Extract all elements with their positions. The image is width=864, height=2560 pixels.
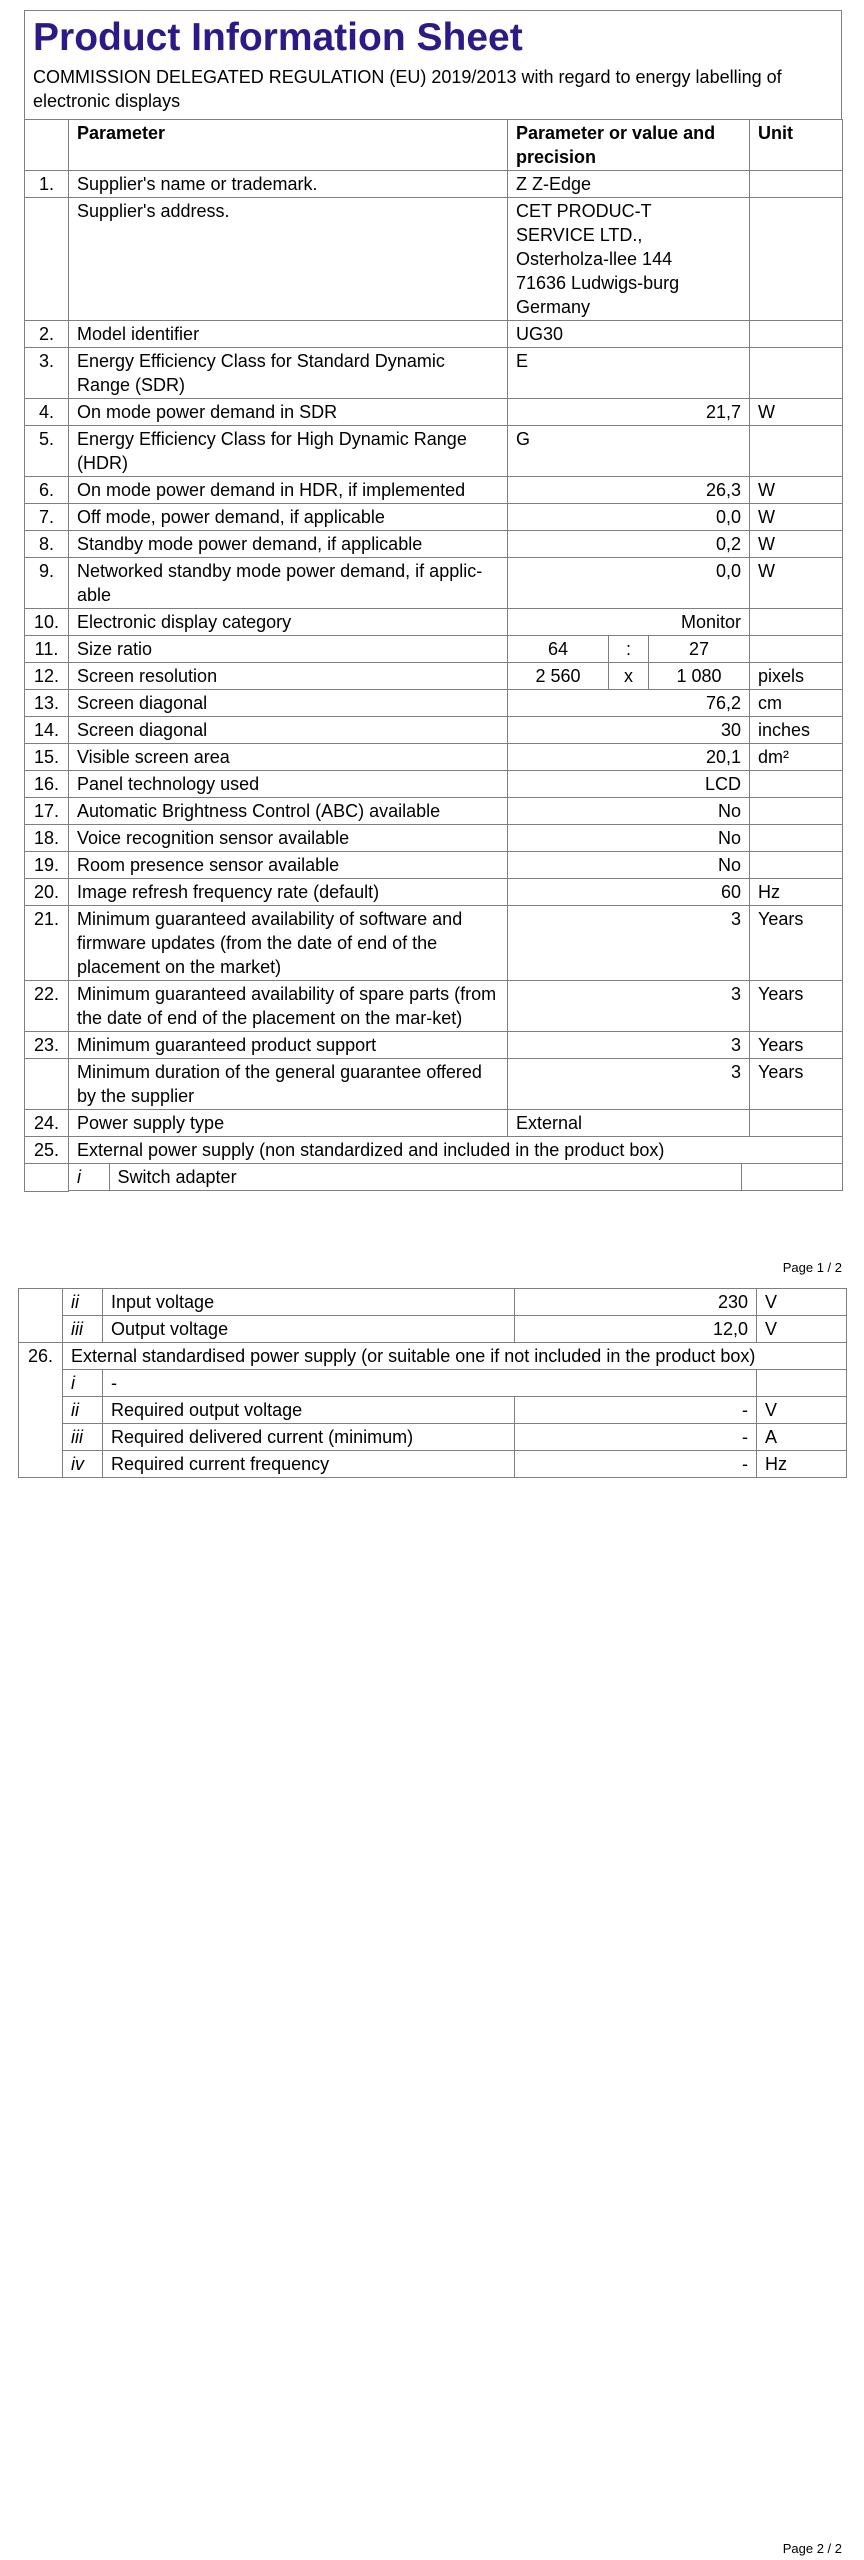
table-row: 10. Electronic display category Monitor [25, 609, 843, 636]
page-1 [24, 10, 842, 1192]
table-row: 2. Model identifier UG30 [25, 321, 843, 348]
table-header-row [25, 120, 843, 171]
table-row: 5. Energy Efficiency Class for High Dynamic Range (HDR) G [25, 426, 843, 477]
table-row: 26. External standardised power supply (or suitable one if not included in the product box) [19, 1343, 847, 1370]
table-row: 18. Voice recognition sensor available No [25, 825, 843, 852]
table-row: 17. Automatic Brightness Control (ABC) available No [25, 798, 843, 825]
product-info-table [24, 119, 843, 1192]
table-row: 13. Screen diagonal 76,2 cm [25, 690, 843, 717]
table-row: iii Output voltage 12,0 V [19, 1316, 847, 1343]
table-row: 4. On mode power demand in SDR 21,7 W [25, 399, 843, 426]
page-number: Page 2 / 2 [782, 2541, 842, 2556]
table-row: ii Input voltage 230 V [19, 1289, 847, 1316]
page-title: Product Information Sheet [33, 16, 523, 59]
table-row: 19. Room presence sensor available No [25, 852, 843, 879]
sheet-header [24, 10, 842, 119]
table-row: 23. Minimum guaranteed product support 3 Years [25, 1032, 843, 1059]
table-row: 8. Standby mode power demand, if applicable 0,2 W [25, 531, 843, 558]
table-row: 25. External power supply (non standardized and included in the product box) [25, 1137, 843, 1164]
table-row: 22. Minimum guaranteed availability of spare parts (from the date of end of the placement on the mar-ket) 3 Years [25, 981, 843, 1032]
table-row: iii Required delivered current (minimum) - A [19, 1424, 847, 1451]
table-row: 6. On mode power demand in HDR, if implemented 26,3 W [25, 477, 843, 504]
product-info-table-continued [18, 1288, 847, 1478]
column-header-value: Parameter or value and precision [508, 120, 750, 171]
table-row: 3. Energy Efficiency Class for Standard Dynamic Range (SDR) E [25, 348, 843, 399]
table-row: iv Required current frequency - Hz [19, 1451, 847, 1478]
table-row: 9. Networked standby mode power demand, if applic-able 0,0 W [25, 558, 843, 609]
table-row: i - [19, 1370, 847, 1397]
table-row: 1. Supplier's name or trademark. Z Z-Edge [25, 171, 843, 198]
table-row: 21. Minimum guaranteed availability of software and firmware updates (from the date of end of the placement on the market) 3 Years [25, 906, 843, 981]
regulation-subtitle: COMMISSION DELEGATED REGULATION (EU) 2019/2013 with regard to energy labelling of electronic displays [33, 67, 782, 111]
table-row: 7. Off mode, power demand, if applicable 0,0 W [25, 504, 843, 531]
table-row: 16. Panel technology used LCD [25, 771, 843, 798]
supplier-address: CET PRODUC-T SERVICE LTD., Osterholza-llee 144 71636 Ludwigs-burg Germany [508, 198, 750, 321]
column-header-unit: Unit [750, 120, 843, 171]
table-row: 24. Power supply type External [25, 1110, 843, 1137]
table-row: 15. Visible screen area 20,1 dm² [25, 744, 843, 771]
column-header-parameter: Parameter [69, 120, 508, 171]
table-row: Minimum duration of the general guarantee offered by the supplier 3 Years [25, 1059, 843, 1110]
table-row: Supplier's address. CET PRODUC-T SERVICE LTD., Osterholza-llee 144 71636 Ludwigs-burg Germany [25, 198, 843, 321]
table-row: 14. Screen diagonal 30 inches [25, 717, 843, 744]
table-row: ii Required output voltage - V [19, 1397, 847, 1424]
page-number: Page 1 / 2 [782, 1260, 842, 1275]
page-2 [18, 1288, 846, 1478]
table-row: 11. Size ratio 64 : 27 [25, 636, 843, 663]
table-row: i Switch adapter [25, 1164, 843, 1192]
table-row: 20. Image refresh frequency rate (default) 60 Hz [25, 879, 843, 906]
table-row: 12. Screen resolution 2 560 x 1 080 pixels [25, 663, 843, 690]
